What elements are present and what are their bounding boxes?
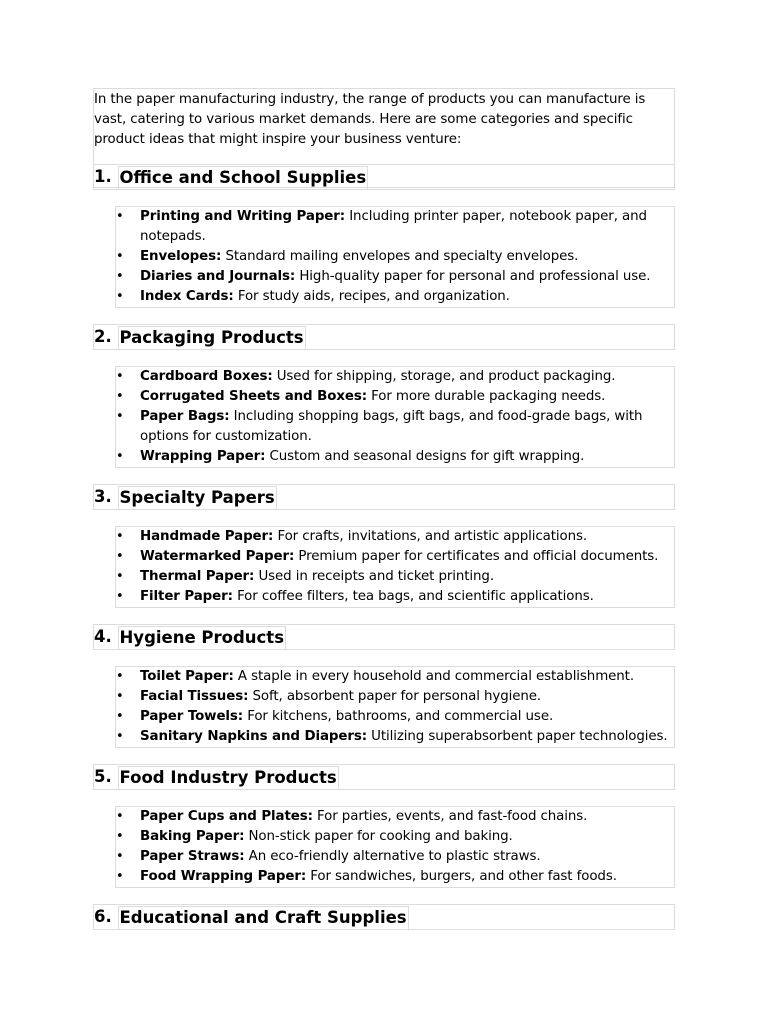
item-desc: For crafts, invitations, and artistic applications.	[273, 529, 588, 544]
list-item	[116, 447, 674, 467]
list-item	[116, 287, 674, 307]
list-item	[116, 727, 674, 747]
section-title: Packaging Products	[118, 326, 306, 350]
list-item	[116, 567, 674, 587]
section-number: 1.	[94, 167, 112, 186]
item-desc: Premium paper for certificates and official documents.	[294, 549, 659, 564]
section-list-hygiene	[115, 666, 675, 748]
section-title: Educational and Craft Supplies	[118, 906, 409, 930]
item-term: Toilet Paper:	[140, 669, 234, 684]
item-term: Corrugated Sheets and Boxes:	[140, 389, 367, 404]
item-desc: Including shopping bags, gift bags, and food-grade bags, with options for customization.	[140, 409, 643, 444]
section-number: 3.	[94, 487, 112, 506]
list-item	[116, 207, 674, 247]
section-heading-food	[93, 764, 675, 790]
item-term: Paper Bags:	[140, 409, 230, 424]
list-item	[116, 267, 674, 287]
section-title: Office and School Supplies	[118, 166, 369, 190]
item-desc: Including printer paper, notebook paper, and notepads.	[140, 209, 647, 244]
item-term: Handmade Paper:	[140, 529, 274, 544]
item-term: Cardboard Boxes:	[140, 369, 273, 384]
section-heading-packaging	[93, 324, 675, 350]
item-term: Filter Paper:	[140, 589, 233, 604]
list-item	[116, 407, 674, 447]
section-number: 5.	[94, 767, 112, 786]
item-desc: Non-stick paper for cooking and baking.	[244, 829, 513, 844]
item-desc: For coffee filters, tea bags, and scientific applications.	[232, 589, 594, 604]
item-desc: For more durable packaging needs.	[366, 389, 606, 404]
list-item	[116, 387, 674, 407]
list-item	[116, 867, 674, 887]
section-list-food	[115, 806, 675, 888]
list-item	[116, 847, 674, 867]
item-term: Printing and Writing Paper:	[140, 209, 346, 224]
item-desc: For sandwiches, burgers, and other fast foods.	[306, 869, 617, 884]
item-term: Baking Paper:	[140, 829, 245, 844]
item-term: Food Wrapping Paper:	[140, 869, 307, 884]
item-desc: An eco-friendly alternative to plastic straws.	[244, 849, 541, 864]
item-term: Facial Tissues:	[140, 689, 249, 704]
list-item	[116, 687, 674, 707]
item-desc: For parties, events, and fast-food chains.	[312, 809, 588, 824]
list-item	[116, 667, 674, 687]
list-item	[116, 247, 674, 267]
section-heading-hygiene	[93, 624, 675, 650]
section-heading-office	[93, 164, 675, 190]
item-desc: Standard mailing envelopes and specialty envelopes.	[221, 249, 579, 264]
section-number: 4.	[94, 627, 112, 646]
section-number: 6.	[94, 907, 112, 926]
item-desc: A staple in every household and commercial establishment.	[233, 669, 634, 684]
list-item	[116, 807, 674, 827]
list-item	[116, 707, 674, 727]
section-number: 2.	[94, 327, 112, 346]
item-term: Index Cards:	[140, 289, 234, 304]
item-term: Paper Straws:	[140, 849, 245, 864]
list-item	[116, 547, 674, 567]
item-desc: Custom and seasonal designs for gift wrapping.	[265, 449, 585, 464]
item-term: Envelopes:	[140, 249, 222, 264]
item-term: Sanitary Napkins and Diapers:	[140, 729, 367, 744]
list-item	[116, 367, 674, 387]
section-list-packaging	[115, 366, 675, 468]
item-desc: High-quality paper for personal and professional use.	[295, 269, 651, 284]
item-term: Thermal Paper:	[140, 569, 255, 584]
section-title: Food Industry Products	[118, 766, 339, 790]
intro-paragraph: In the paper manufacturing industry, the range of products you can manufacture is vast, catering to various market demands. Here are some categories and specific product ideas that might inspire your business venture:	[93, 88, 675, 188]
section-heading-specialty	[93, 484, 675, 510]
section-list-office	[115, 206, 675, 308]
section-list-specialty	[115, 526, 675, 608]
section-heading-educational	[93, 904, 675, 930]
item-desc: Utilizing superabsorbent paper technologies.	[366, 729, 668, 744]
list-item	[116, 527, 674, 547]
section-title: Specialty Papers	[118, 486, 277, 510]
section-title: Hygiene Products	[118, 626, 287, 650]
list-item	[116, 827, 674, 847]
list-item	[116, 587, 674, 607]
item-desc: Used for shipping, storage, and product packaging.	[272, 369, 616, 384]
item-desc: For study aids, recipes, and organization.	[233, 289, 510, 304]
item-term: Wrapping Paper:	[140, 449, 266, 464]
item-term: Paper Towels:	[140, 709, 244, 724]
item-term: Watermarked Paper:	[140, 549, 295, 564]
item-desc: For kitchens, bathrooms, and commercial use.	[243, 709, 554, 724]
item-desc: Used in receipts and ticket printing.	[254, 569, 494, 584]
item-term: Diaries and Journals:	[140, 269, 296, 284]
item-term: Paper Cups and Plates:	[140, 809, 313, 824]
item-desc: Soft, absorbent paper for personal hygiene.	[248, 689, 542, 704]
